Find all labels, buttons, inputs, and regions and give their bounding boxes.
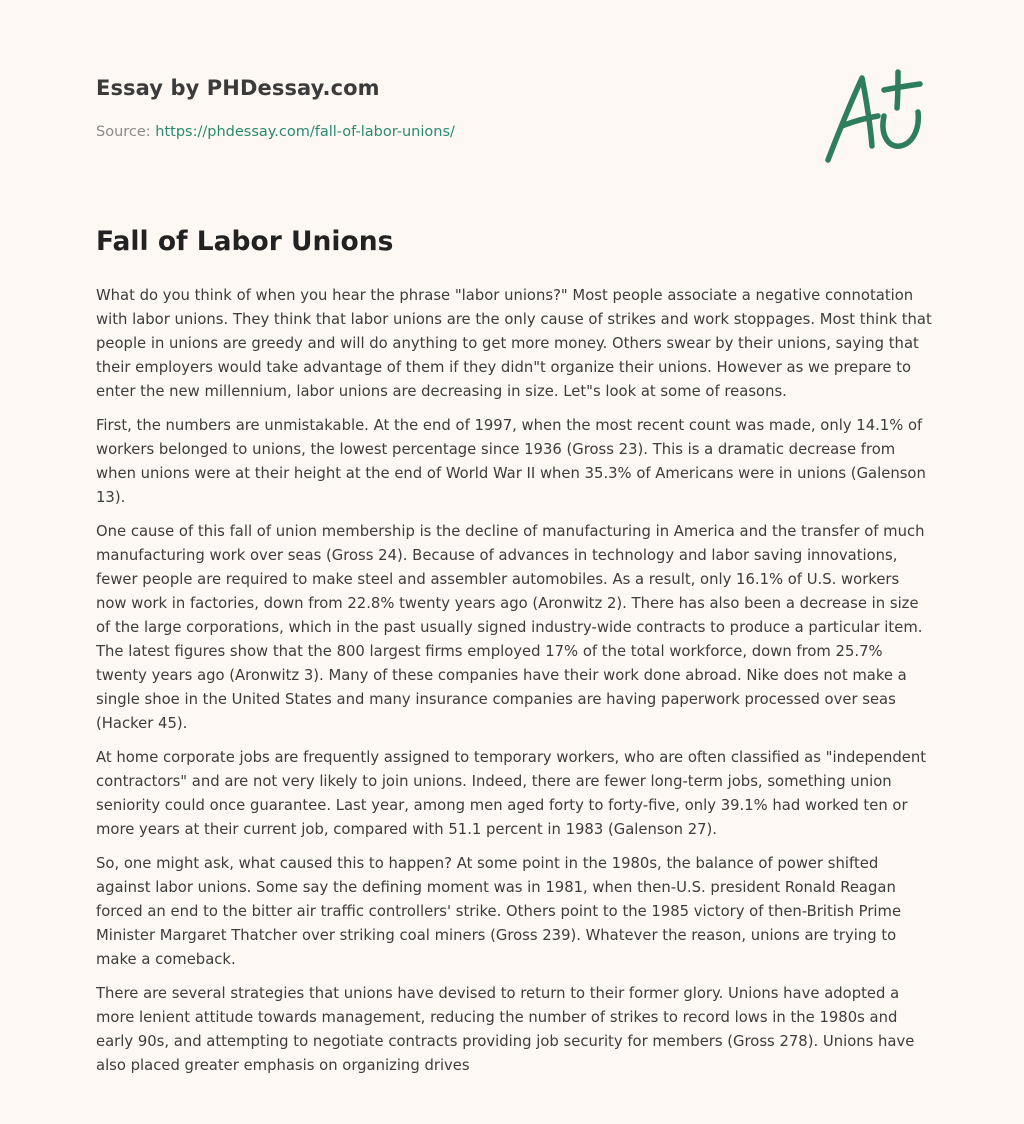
source-label: Source: [96,124,156,140]
site-brand: Essay by PHDessay.com [96,76,380,100]
source-link[interactable]: https://phdessay.com/fall-of-labor-unions/ [155,124,455,140]
a-plus-grade-icon [824,68,928,166]
essay-paragraph: One cause of this fall of union membership is the decline of manufacturing in America and the transfer of much manufacturing work over seas (Gross 24). Because of advances in technology and labor saving innovations, fewer people are required to make steel and assembler automobiles. As a result, only 16.1% of U.S. workers now work in factories, down from 22.8% twenty years ago (Aronwitz 2). There has also been a decrease in size of the large corporations, which in the past usually signed industry-wide contracts to produce a particular item. The latest figures show that the 800 largest firms employed 17% of the total workforce, down from 25.7% twenty years ago (Aronwitz 3). Many of these companies have their work done abroad. Nike does not make a single shoe in the United States and many insurance companies are having paperwork processed over seas (Hacker 45). [96,523,925,732]
a-plus-strokes [828,72,920,160]
source-line [96,124,455,140]
essay-paragraph: There are several strategies that unions have devised to return to their former glory. Unions have adopted a more lenient attitude towards management, reducing the number of strikes to record lows in the 1980s and early 90s, and attempting to negotiate contracts providing job security for members (Gross 278). Unions have also placed greater emphasis on organizing drives [96,985,915,1074]
essay-paragraph: What do you think of when you hear the phrase "labor unions?" Most people associate a negative connotation with labor unions. They think that labor unions are the only cause of strikes and work stoppages. Most think that people in unions are greedy and will do anything to get more money. Others swear by their unions, saying that their employers would take advantage of them if they didn"t organize their unions. However as we prepare to enter the new millennium, labor unions are decreasing in size. Let"s look at some of reasons. [96,287,932,400]
essay-body [96,284,934,1088]
essay-paragraph: So, one might ask, what caused this to happen? At some point in the 1980s, the balance of power shifted against labor unions. Some say the defining moment was in 1981, when then-U.S. president Ronald Reagan forced an end to the bitter air traffic controllers' strike. Others point to the 1985 victory of then-British Prime Minister Margaret Thatcher over striking coal miners (Gross 239). Whatever the reason, unions are trying to make a comeback. [96,855,902,968]
essay-title: Fall of Labor Unions [96,226,394,257]
essay-paragraph: At home corporate jobs are frequently assigned to temporary workers, who are often classified as "independent contractors" and are not very likely to join unions. Indeed, there are fewer long-term jobs, something union seniority could once guarantee. Last year, among men aged forty to forty-five, only 39.1% had worked ten or more years at their current job, compared with 51.1 percent in 1983 (Galenson 27). [96,749,927,838]
essay-paragraph: First, the numbers are unmistakable. At the end of 1997, when the most recent count was made, only 14.1% of workers belonged to unions, the lowest percentage since 1936 (Gross 23). This is a dramatic decrease from when unions were at their height at the end of World War II when 35.3% of Americans were in unions (Galenson 13). [96,417,926,506]
